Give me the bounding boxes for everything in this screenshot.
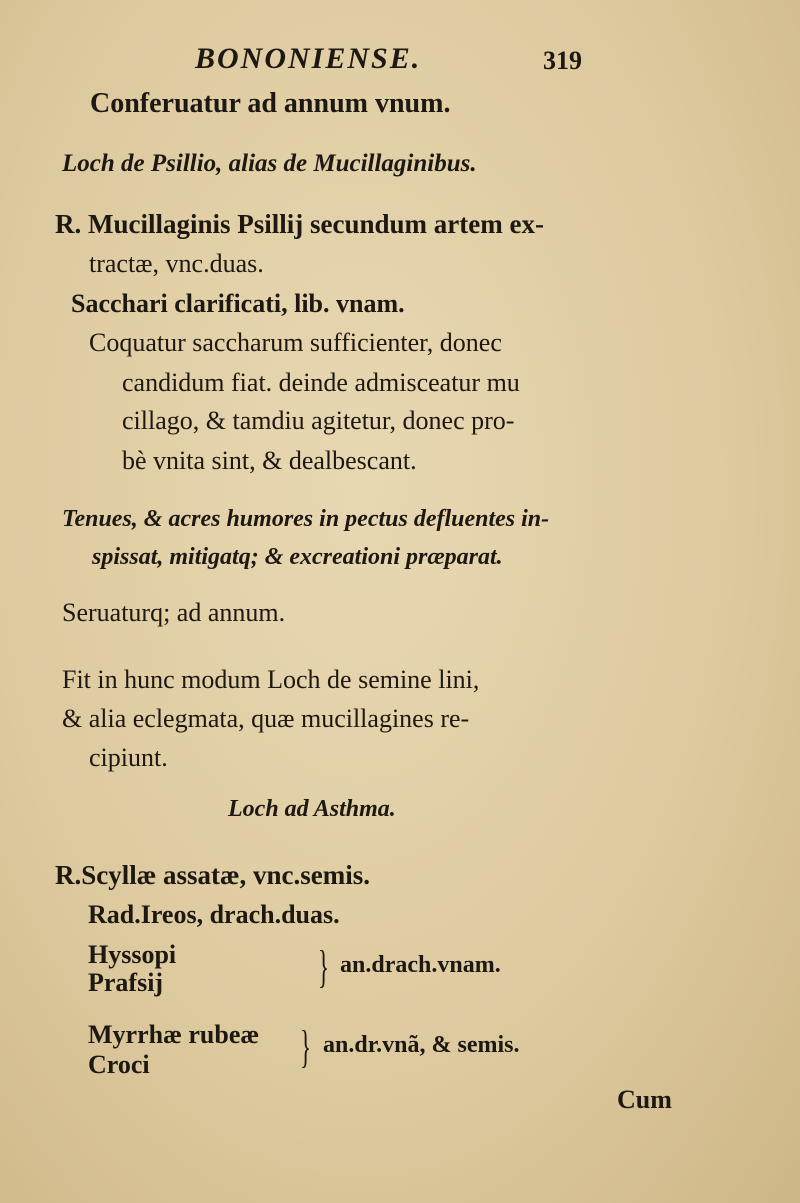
ingredient-name: Croci — [88, 1050, 150, 1079]
text-line: Sacchari clarificati, lib. vnam. — [71, 289, 405, 318]
brace-mark: } — [318, 941, 330, 992]
text-line: Seruaturq; ad annum. — [62, 598, 286, 627]
brace-mark: } — [300, 1021, 312, 1072]
text-line: tractæ, vnc.duas. — [89, 249, 264, 278]
catchword: Cum — [617, 1085, 672, 1114]
text-line: Conferuatur ad annum vnum. — [90, 88, 451, 119]
section-heading: Loch de Psillio, alias de Mucillaginibus. — [62, 150, 477, 177]
italic-note: spissat, mitigatq; & excreationi præparat. — [92, 544, 503, 570]
page-number: 319 — [543, 46, 582, 75]
text-line: Coquatur saccharum sufficienter, donec — [89, 328, 502, 357]
italic-note: Tenues, & acres humores in pectus defluentes in- — [62, 506, 550, 532]
text-line: cipiunt. — [89, 743, 168, 772]
text-line: bè vnita sint, & dealbescant. — [122, 446, 417, 475]
dose-line: an.drach.vnam. — [340, 952, 501, 978]
text-line: & alia eclegmata, quæ mucillagines re- — [62, 704, 470, 733]
running-head: BONONIENSE. — [195, 42, 422, 75]
text-line: candidum fiat. deinde admisceatur mu — [122, 368, 520, 397]
text-line: R. Mucillaginis Psillij secundum artem ex- — [55, 209, 544, 239]
dose-line: an.dr.vnã, & semis. — [323, 1032, 520, 1058]
ingredient-name: Hyssopi — [88, 940, 177, 969]
section-heading: Loch ad Asthma. — [228, 796, 396, 822]
page-header — [0, 42, 800, 82]
text-line: cillago, & tamdiu agitetur, donec pro- — [122, 406, 515, 435]
text-line: R.Scyllæ assatæ, vnc.semis. — [55, 860, 370, 890]
text-line: Rad.Ireos, drach.duas. — [88, 900, 340, 929]
ingredient-name: Myrrhæ rubeæ — [88, 1020, 260, 1049]
text-line: Fit in hunc modum Loch de semine lini, — [62, 665, 480, 694]
ingredient-name: Prafsij — [88, 968, 164, 997]
